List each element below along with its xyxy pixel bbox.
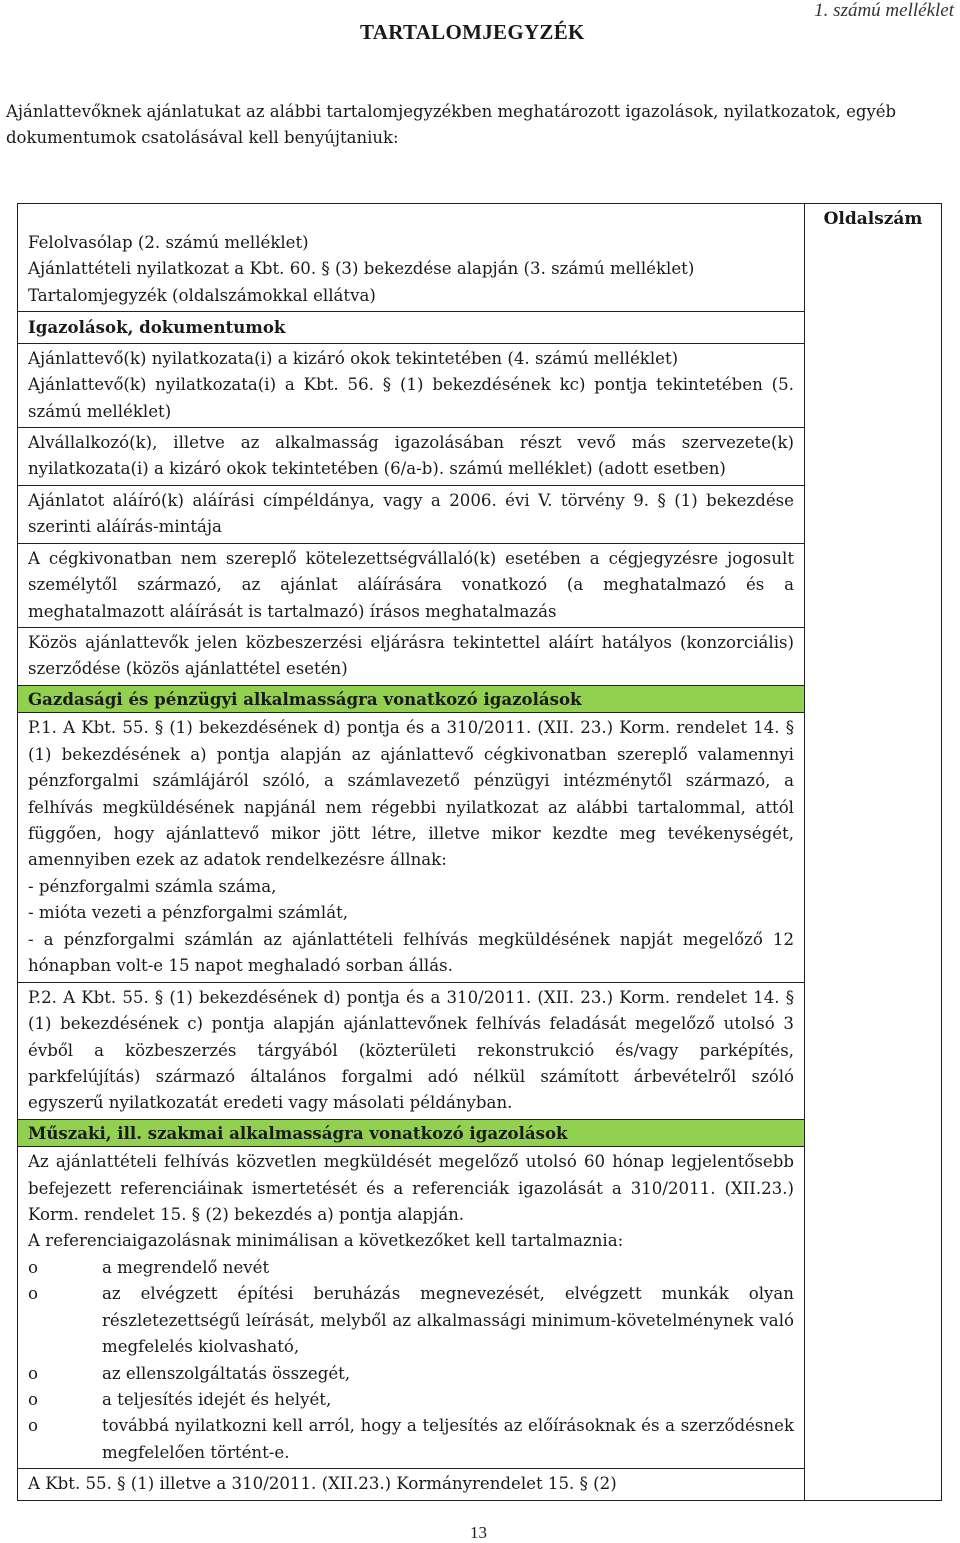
list-item: Ajánlattevő(k) nyilatkozata(i) a kizáró okok tekintetében (4. számú melléklet): [28, 348, 679, 368]
bullet-mark: o: [28, 1363, 38, 1383]
section-heading-financial: Gazdasági és pénzügyi alkalmasságra vonatkozó igazolások: [18, 685, 805, 712]
row-kbt-55: A Kbt. 55. § (1) illetve a 310/2011. (XII.23.) Kormányrendelet 15. § (2): [18, 1469, 805, 1501]
list-item: o az ellenszolgáltatás összegét,: [28, 1361, 794, 1387]
list-item: o az elvégzett építési beruházás megnevezését, elvégzett munkák olyan részletezettségű leírását, melyből az alkalmassági minimum-követelménynek való megfelelés kiolvasható,: [28, 1281, 794, 1360]
table-row: [18, 982, 942, 1119]
row-references: [18, 1147, 805, 1469]
row-signature: Ajánlatot aláíró(k) aláírási címpéldánya, vagy a 2006. évi V. törvény 9. § (1) bekezdése szerinti aláírás-mintája: [18, 485, 805, 543]
list-item: Felolvasólap (2. számú melléklet): [28, 233, 309, 252]
row-p1: [18, 713, 805, 982]
table-row: [18, 543, 942, 627]
table-row: [18, 685, 942, 712]
list-item: o továbbá nyilatkozni kell arról, hogy a teljesítés az előírásoknak és a szerződésnek megfelelően történt-e.: [28, 1413, 794, 1466]
row-consortium: Közös ajánlattevők jelen közbeszerzési eljárásra tekintettel aláírt hatályos (konzorciális) szerződése (közös ajánlattétel esetén): [18, 628, 805, 686]
list-item: Tartalomjegyzék (oldalszámokkal ellátva): [28, 285, 376, 305]
contents-table: [17, 203, 942, 1501]
table-row: [18, 343, 942, 427]
intro-paragraph: Ajánlattevőknek ajánlatukat az alábbi tartalomjegyzékben meghatározott igazolások, nyilatkozatok, egyéb dokumentumok csatolásával kell benyújtaniuk:: [6, 102, 897, 147]
page-title: TARTALOMJEGYZÉK: [360, 20, 585, 44]
list-item: - pénzforgalmi számla száma,: [28, 876, 277, 896]
page-column-header: Oldalszám: [823, 209, 923, 229]
annex-label: 1. számú melléklet: [814, 0, 954, 21]
page-number-column: [805, 204, 942, 1501]
paragraph: Az ajánlattételi felhívás közvetlen megküldését megelőző utolsó 60 hónap legjelentősebb befejezett referenciáinak ismertetését és a referenciák igazolását a 310/2011. (XII.23.) Korm. rendelet 15. § (2) bekezdés a) pontja alapján.: [28, 1152, 794, 1225]
bullet-mark: o: [28, 1257, 38, 1277]
bullet-mark: o: [28, 1416, 38, 1436]
table-row: [18, 1147, 942, 1469]
list-item: o a megrendelő nevét: [28, 1255, 794, 1281]
page-number: 13: [470, 1523, 487, 1542]
table-row: [18, 1119, 942, 1146]
row-declarations: [18, 343, 805, 427]
bullet-mark: o: [28, 1284, 38, 1304]
bullet-mark: o: [28, 1389, 38, 1409]
section-heading: Igazolások, dokumentumok: [18, 312, 805, 343]
row-subcontractor: Alvállalkozó(k), illetve az alkalmasság igazolásában részt vevő más szervezete(k) nyilatkozata(i) a kizáró okok tekintetében (6/a-b). számú melléklet) (adott esetben): [18, 428, 805, 486]
table-row: [18, 204, 942, 312]
table-row: [18, 628, 942, 686]
table-row: [18, 485, 942, 543]
list-item: - mióta vezeti a pénzforgalmi számlát,: [28, 903, 349, 923]
list-item: Ajánlattevő(k) nyilatkozata(i) a Kbt. 56. § (1) bekezdésének kc) pontja tekintetében (5. számú melléklet): [28, 375, 794, 421]
row-p2: P.2. A Kbt. 55. § (1) bekezdésének d) pontja és a 310/2011. (XII. 23.) Korm. rendelet 14. § (1) bekezdésének c) pontja alapján ajánlattevőnek felhívás feladását megelőző utolsó 3 évből a közbeszerzés tárgyából (közterületi rekonstrukció és/vagy parképítés, parkfelújítás) származó általános forgalmi adó nélkül számított árbevételről szóló egyszerű nyilatkozatát eredeti vagy másolati példányban.: [18, 982, 805, 1119]
table-row: [18, 713, 942, 982]
paragraph: P.1. A Kbt. 55. § (1) bekezdésének d) pontja és a 310/2011. (XII. 23.) Korm. rendelet 14. § (1) bekezdésének a) pontja alapján az ajánlattevő cégkivonatban szereplő valamennyi pénzforgalmi számlájáról szóló, a számlavezető pénzügyi intézménytől származó, a felhívás megküldésének napjánál nem régebbi nyilatkozat az alábbi tartalommal, attól függően, hogy ajánlattevő mikor jött létre, illetve mikor kezdte meg tevékenységét, amennyiben ezek az adatok rendelkezésre állnak:: [28, 718, 794, 870]
paragraph: A referenciaigazolásnak minimálisan a következőket kell tartalmaznia:: [28, 1231, 624, 1251]
list-item: - a pénzforgalmi számlán az ajánlattételi felhívás megküldésének napját megelőző 12 hónapban volt-e 15 napot meghaladó sorban állás.: [28, 929, 794, 976]
list-item: Ajánlattételi nyilatkozat a Kbt. 60. § (3) bekezdése alapján (3. számú melléklet): [28, 259, 695, 279]
row-cover-docs: [18, 204, 805, 312]
section-heading-technical: Műszaki, ill. szakmai alkalmasságra vonatkozó igazolások: [18, 1119, 805, 1146]
table-row: [18, 1469, 942, 1501]
table-row: [18, 428, 942, 486]
list-item: o a teljesítés idejét és helyét,: [28, 1387, 794, 1413]
table-row: [18, 312, 942, 343]
row-authorization: A cégkivonatban nem szereplő kötelezettségvállaló(k) esetében a cégjegyzésre jogosult személytől származó, az ajánlat aláírására vonatkozó (a meghatalmazó és a meghatalmazott aláírását is tartalmazó) írásos meghatalmazás: [18, 543, 805, 627]
